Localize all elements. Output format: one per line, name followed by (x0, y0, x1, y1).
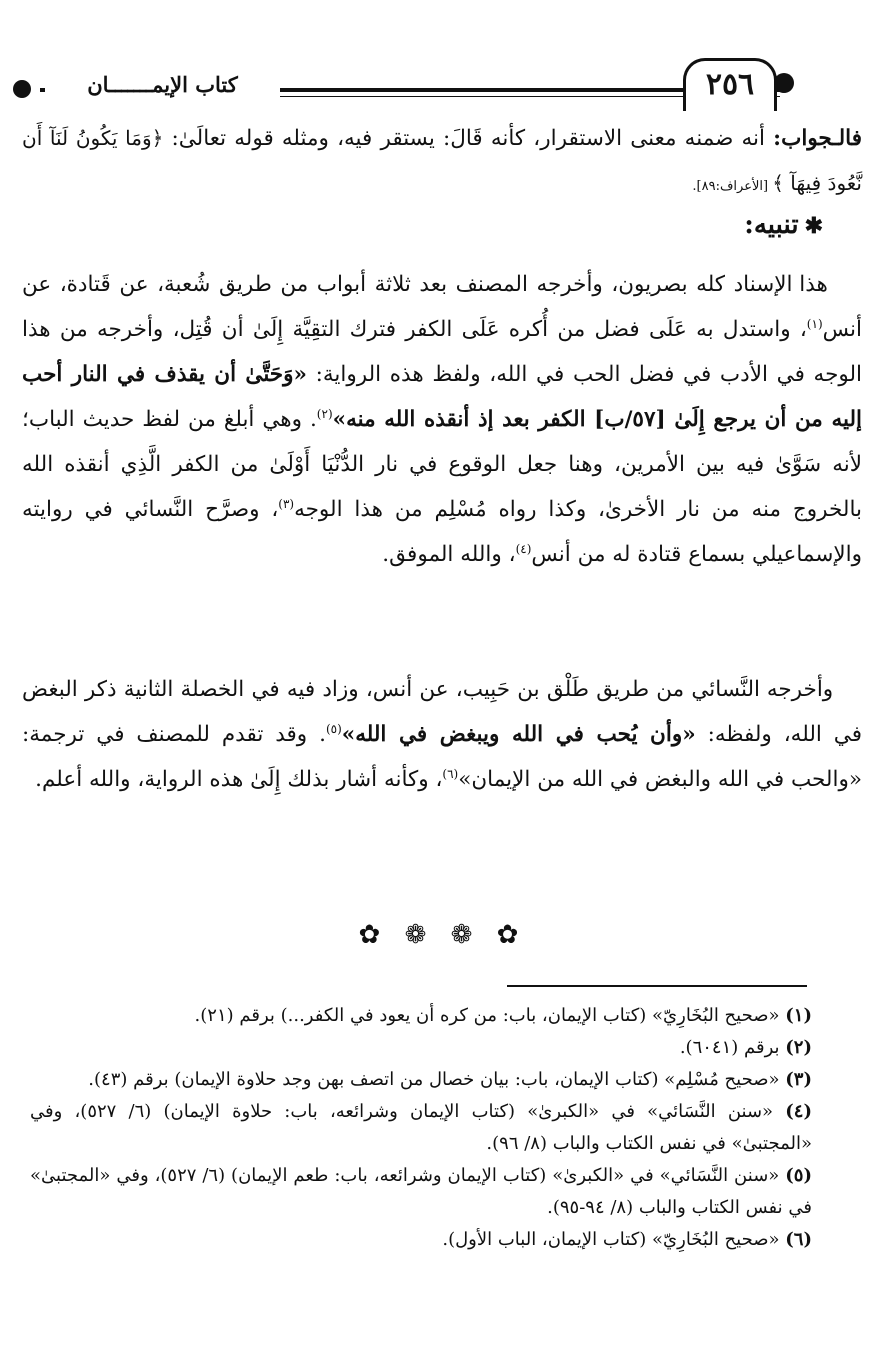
paragraph-2 (22, 667, 862, 802)
footnote-ref-1[interactable]: (١) (806, 316, 823, 331)
footnote-ref-4[interactable]: (٤) (515, 541, 532, 556)
footnote-4 (30, 1096, 812, 1160)
p2-text-2: . وقد تقدم للمصنف في ترجمة: «والحب في الله والبغض في الله من الإيمان» (22, 722, 862, 792)
footnote-text: «صحيح مُسْلِم» (كتاب الإيمان، باب: بيان خصال من اتصف بهن وجد حلاوة الإيمان) برقم (٤٣). (88, 1069, 780, 1090)
page-number-box (683, 58, 777, 111)
section-separator-stars: ✿ ❁ ❁ ✿ (358, 920, 527, 950)
footnote-2 (30, 1032, 812, 1064)
footnote-text: برقم (٦٠٤١). (679, 1037, 780, 1058)
footnote-6 (30, 1224, 812, 1256)
footnote-number: (٣) (785, 1069, 812, 1090)
footnote-text: «سنن النَّسَائي» في «الكبرىٰ» (كتاب الإيمان وشرائعه، باب: حلاوة الإيمان) (٦/ ٥٢٧)، وفي «المجتبىٰ» في نفس الكتاب والباب (٨/ ٩٦). (30, 1101, 812, 1154)
footnote-number: (٤) (785, 1101, 812, 1122)
p1-text-5: ، والله الموفق. (382, 542, 516, 567)
answer-label: فالـجواب: (773, 126, 862, 151)
footnote-ref-5[interactable]: (٥) (325, 721, 342, 736)
footnote-text: «صحيح البُخَارِيّ» (كتاب الإيمان، الباب الأول). (442, 1229, 780, 1250)
tanbih-heading (744, 210, 823, 240)
footnote-ref-3[interactable]: (٣) (278, 496, 295, 511)
footnote-text: «صحيح البُخَارِيّ» (كتاب الإيمان، باب: من كره أن يعود في الكفر...) برقم (٢١). (194, 1005, 780, 1026)
footnote-1 (30, 1000, 812, 1032)
star-icon: ✱ (804, 213, 823, 239)
footnote-text: «سنن النَّسَائي» في «الكبرىٰ» (كتاب الإيمان وشرائعه، باب: طعم الإيمان) (٦/ ٥٢٧)، وفي «المجتبىٰ» في نفس الكتاب والباب (٨/ ٩٤-٩٥). (30, 1165, 812, 1218)
footnote-5 (30, 1160, 812, 1224)
footnote-ref-6[interactable]: (٦) (442, 766, 459, 781)
footnote-number: (٦) (785, 1229, 812, 1250)
p1-text-2: ، واستدل به عَلَى فضل من أُكره عَلَى الكفر فترك التقِيَّة إِلَىٰ أن قُتِل، وأخرجه من هذا الوجه في الأدب في فضل الحب في الله، ولفظ هذه الرواية: (22, 317, 862, 387)
running-title: كتاب الإيمـــــــان (45, 72, 280, 97)
p2-hadith-quote: «وأن يُحب في الله ويبغض في الله» (341, 722, 696, 747)
p1-hadith-quote: «وَحَتَّىٰ أن يقذف في النار أحب إليه من أن يرجع إِلَىٰ [٥٧/ب] الكفر بعد إذ أنقذه الله منه» (22, 362, 862, 432)
footnotes (30, 1000, 812, 1256)
footnote-separator (507, 985, 807, 987)
paragraph-1 (22, 262, 862, 577)
quran-reference: [الأعراف:٨٩]. (692, 179, 773, 194)
footnote-3 (30, 1064, 812, 1096)
answer-paragraph (22, 116, 862, 209)
tanbih-label: تنبيه: (744, 210, 799, 240)
header-right-dot (774, 73, 794, 93)
answer-text: أنه ضمنه معنى الاستقرار، كأنه قَالَ: يستقر فيه، ومثله قوله تعالَىٰ: (171, 126, 774, 151)
footnote-number: (٥) (785, 1165, 812, 1186)
quran-verse: ﴿وَمَا يَكُونُ لَنَآ أَن نَّعُودَ فِيهَآ ﴾ (22, 126, 862, 195)
page-header (0, 52, 885, 122)
p1-text-4: ، وصرَّح النَّسائي في روايته والإسماعيلي بسماع قتادة له من أنس (22, 497, 862, 567)
p2-text-1: وأخرجه النَّسائي من طريق طَلْق بن حَبِيب، عن أنس، وزاد فيه في الخصلة الثانية ذكر البغض في الله، ولفظه: (22, 677, 862, 747)
footnote-number: (١) (785, 1005, 812, 1026)
p1-text-3: . وهي أبلغ من لفظ حديث الباب؛ لأنه سَوَّىٰ فيه بين الأمرين، وهنا جعل الوقوع في نار الدُّنْيَا أَوْلَىٰ من الكفر الَّذِي أنقذه الله بالخروج منه من نار الأخرىٰ، وكذا رواه مُسْلِم من هذا الوجه (22, 407, 862, 522)
header-left-dot (13, 80, 31, 98)
footnote-number: (٢) (785, 1037, 812, 1058)
page-number: ٢٥٦ (705, 67, 755, 102)
p2-text-3: ، وكأنه أشار بذلك إِلَىٰ هذه الرواية، والله أعلم. (35, 767, 443, 792)
p1-text-1: هذا الإسناد كله بصريون، وأخرجه المصنف بعد ثلاثة أبواب من طريق شُعبة، عن قَتادة، عن أنس (22, 272, 862, 342)
footnote-ref-2[interactable]: (٢) (316, 406, 333, 421)
